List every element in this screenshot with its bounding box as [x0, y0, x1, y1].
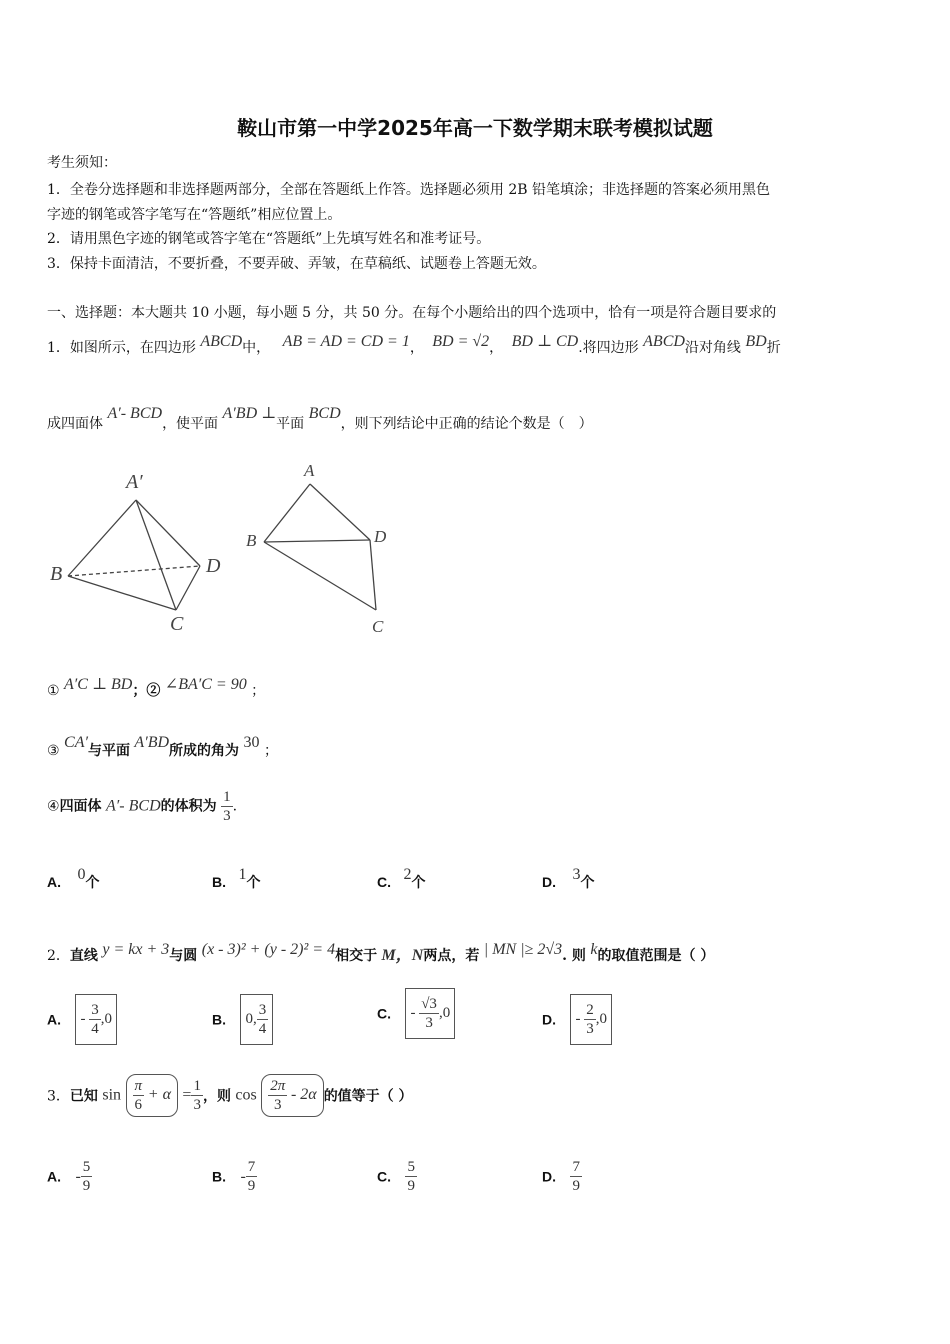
q2-stem: [47, 942, 714, 965]
statement-4-fraction: [221, 788, 233, 825]
q1-line-1: [47, 333, 781, 357]
q1-text-1: 如图所示，在四边形: [69, 340, 196, 356]
tetrahedron-figure: [40, 462, 240, 642]
statement-3c: A′BD: [134, 734, 170, 751]
q3-cos-arg: $\frac{2\pi}{3}$ - 2α: [261, 1074, 324, 1117]
q3-sin-arg: $\frac{\pi}{6}$ + α: [126, 1074, 178, 1117]
statement-3b: 与平面: [87, 743, 130, 759]
q1-statement-1-2: [47, 676, 266, 700]
section-heading: 一、选择题：本大题共 10 小题，每小题 5 分，共 50 分。在每个小题给出的四个选项中，恰有一项是符合题目要求的: [47, 305, 777, 321]
notice-line-2: 2．请用黑色字迹的钢笔或答字笔在“答题纸”上先填写姓名和准考证号。: [47, 231, 491, 247]
notice-line-3: 3．保持卡面清洁，不要折叠，不要弄破、弄皱，在草稿纸、试题卷上答题无效。: [47, 256, 546, 272]
q1-cond-2: BD = √2: [432, 333, 490, 350]
statement-1-mark: ①: [47, 683, 60, 699]
q2-k: k: [590, 941, 598, 958]
q2-condition: | MN |≥ 2√3: [483, 941, 563, 958]
q1-statement-4: [47, 788, 237, 825]
q1-cond-3: BD ⊥ CD: [511, 333, 579, 350]
q1-statement-3: [47, 734, 278, 760]
fig1-label-c: C: [170, 613, 184, 635]
q1-tetra: A′- BCD: [107, 405, 163, 422]
q2-text-1: 直线: [69, 948, 98, 964]
fig2-label-a: A: [304, 461, 315, 480]
q1-plane-1: A′BD ⊥: [222, 405, 277, 422]
statement-4c: 的体积为: [160, 798, 217, 815]
q3-option-a[interactable]: A. - $\frac{5}{9}$: [47, 1159, 91, 1194]
q3-sin: sin: [102, 1086, 122, 1104]
q3-equals: =: [182, 1086, 192, 1104]
statement-4d: .: [232, 798, 238, 815]
notice-line-1b: 字迹的钢笔或答字笔写在“答题纸”相应位置上。: [47, 207, 342, 223]
q2-points: M，N: [381, 947, 424, 964]
q1-text-5: 折: [766, 340, 781, 356]
q1-text-6: 成四面体: [47, 416, 103, 432]
q3-text-3: 的值等于（ ）: [323, 1088, 413, 1105]
q3-option-c[interactable]: C. $\frac{5}{9}$: [377, 1159, 415, 1194]
statement-1: A′C ⊥ BD: [64, 676, 133, 693]
fig2-label-c: C: [372, 617, 384, 636]
notice-line-1a: 1．全卷分选择题和非选择题两部分，全部在答题纸上作答。选择题必须用 2B 铅笔填涂；非选择题的答案必须用黑色: [47, 182, 770, 198]
page-title: 鞍山市第一中学2025年高一下数学期末联考模拟试题: [237, 116, 713, 140]
q2-text-3: 相交于: [335, 948, 378, 964]
statement-2: ∠BA′C = 90: [164, 676, 247, 693]
q3-option-b[interactable]: B. - $\frac{7}{9}$: [212, 1159, 256, 1194]
q1-abcd-2: ABCD: [643, 333, 685, 350]
q2-text-2: 与圆: [169, 948, 198, 964]
q2-option-b[interactable]: B. 0, $\frac{3}{4}$: [212, 994, 273, 1045]
q3-options: [47, 1158, 907, 1208]
q2-option-a[interactable]: A. - $\frac{3}{4}$ ,0: [47, 994, 117, 1045]
q2-text-6: 的取值范围是（ ）: [597, 948, 715, 964]
fraction-numerator: 1: [223, 789, 231, 805]
q3-text-1: 已知: [69, 1088, 98, 1105]
statement-4-mark: ④: [47, 798, 60, 815]
q2-option-d[interactable]: D. - $\frac{2}{3}$ ,0: [542, 994, 612, 1045]
q1-comma-2: ，: [489, 340, 504, 356]
statement-4a: 四面体: [59, 798, 102, 815]
q1-number: 1．: [47, 340, 70, 356]
q1-option-c[interactable]: C. 2个: [377, 866, 426, 891]
statement-3a: CA′: [64, 734, 88, 751]
statement-3-end: ；: [263, 743, 278, 759]
q3-text-2: ，则: [202, 1088, 231, 1105]
q1-plane-2: BCD: [308, 405, 341, 422]
q1-option-a[interactable]: A. 0个: [47, 866, 100, 891]
q1-text-8: 平面: [276, 416, 305, 432]
statement-end: ；: [251, 683, 266, 699]
q2-text-4: 两点，若: [423, 948, 480, 964]
q1-text-4: 沿对角线: [684, 340, 741, 356]
q1-option-d[interactable]: D. 3个: [542, 866, 595, 891]
statement-3e: 30: [243, 734, 260, 751]
q3-option-d[interactable]: D. $\frac{7}{9}$: [542, 1159, 580, 1194]
q3-stem: [47, 1074, 413, 1117]
q1-bd: BD: [745, 333, 767, 350]
q1-text-2: 中，: [242, 340, 271, 356]
q3-rhs: $\frac{1}{3}$: [193, 1078, 201, 1113]
q1-text-3: .将四边形: [578, 340, 639, 356]
q1-option-b[interactable]: B. 1个: [212, 866, 261, 891]
q2-circle-eq: (x - 3)² + (y - 2)² = 4: [201, 941, 336, 958]
q3-cos: cos: [235, 1086, 257, 1104]
fig1-label-a: A′: [126, 471, 143, 493]
q1-text-9: ，则下列结论中正确的结论个数是（ ）: [340, 416, 593, 432]
q1-line-2: [47, 405, 593, 433]
fig1-label-b: B: [50, 563, 63, 585]
notice-heading: 考生须知：: [47, 155, 117, 171]
q3-number: 3．: [47, 1088, 70, 1105]
quadrilateral-figure: [240, 456, 400, 640]
q1-comma-1: ，: [409, 340, 424, 356]
q2-number: 2．: [47, 948, 70, 964]
q2-line-eq: y = kx + 3: [102, 941, 170, 958]
fraction-denominator: 3: [223, 808, 231, 824]
fig2-label-b: B: [246, 531, 257, 550]
statement-3-mark: ③: [47, 743, 60, 759]
statement-separator: ；②: [132, 683, 161, 699]
q1-cond-1: AB = AD = CD = 1: [282, 333, 410, 350]
q1-abcd: ABCD: [200, 333, 243, 350]
q2-option-c[interactable]: C. - $\frac{√3}{3}$ ,0: [377, 988, 455, 1039]
q2-options: [47, 994, 907, 1054]
fig1-label-d: D: [206, 555, 221, 577]
q2-text-5: . 则: [562, 948, 586, 964]
statement-3d: 所成的角为: [169, 743, 240, 759]
q1-text-7: ，使平面: [162, 416, 219, 432]
statement-4b: A′- BCD: [106, 797, 161, 815]
fig2-label-d: D: [374, 527, 387, 546]
